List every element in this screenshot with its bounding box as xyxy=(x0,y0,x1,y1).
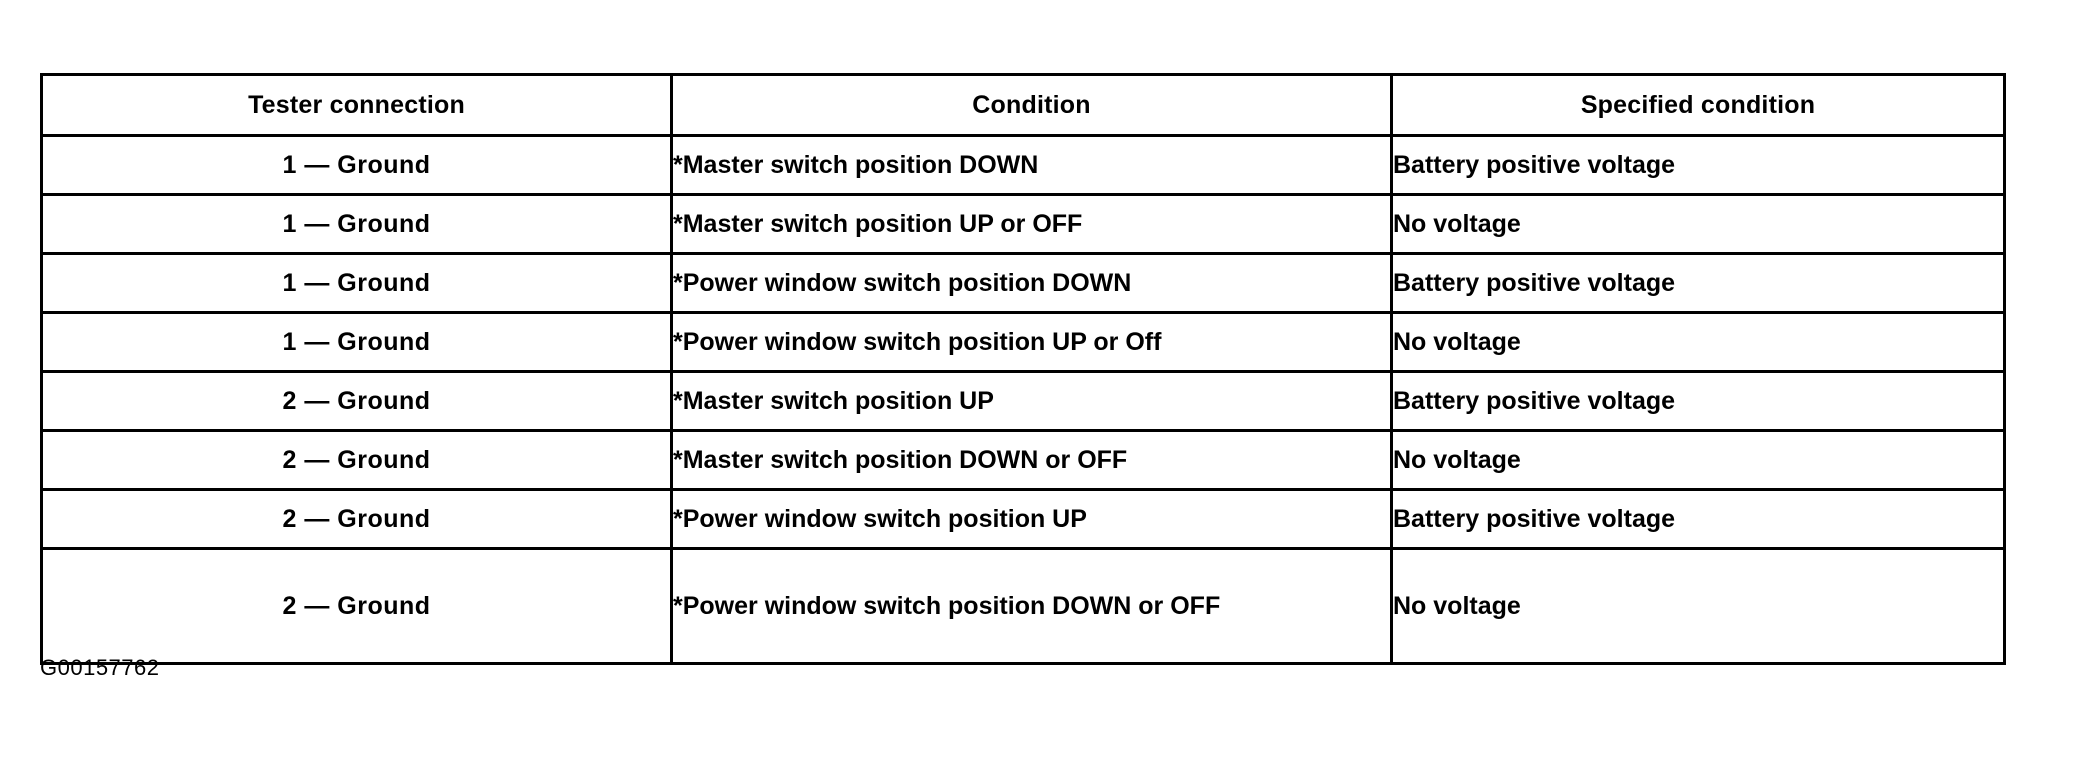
cell-specified-condition: Battery positive voltage xyxy=(1392,372,2005,431)
cell-condition: *Power window switch position DOWN xyxy=(672,254,1392,313)
cell-condition: *Power window switch position UP or Off xyxy=(672,313,1392,372)
table-row xyxy=(42,136,2005,195)
cell-specified-condition: No voltage xyxy=(1392,313,2005,372)
table-row xyxy=(42,313,2005,372)
cell-tester-connection: 2 — Ground xyxy=(42,490,672,549)
tester-connection-table xyxy=(40,73,2006,665)
cell-tester-connection: 2 — Ground xyxy=(42,372,672,431)
column-header-tester-connection: Tester connection xyxy=(42,75,672,136)
table-row xyxy=(42,490,2005,549)
table-row xyxy=(42,431,2005,490)
cell-condition: *Master switch position UP or OFF xyxy=(672,195,1392,254)
cell-condition: *Master switch position DOWN xyxy=(672,136,1392,195)
cell-specified-condition: Battery positive voltage xyxy=(1392,490,2005,549)
cell-condition: *Power window switch position UP xyxy=(672,490,1392,549)
cell-tester-connection: 1 — Ground xyxy=(42,136,672,195)
table-header xyxy=(42,75,2005,136)
table-row xyxy=(42,549,2005,664)
cell-specified-condition: Battery positive voltage xyxy=(1392,136,2005,195)
table-row xyxy=(42,254,2005,313)
cell-condition: *Master switch position UP xyxy=(672,372,1392,431)
cell-tester-connection: 2 — Ground xyxy=(42,549,672,664)
cell-condition: *Master switch position DOWN or OFF xyxy=(672,431,1392,490)
figure-id-label: G00157762 xyxy=(40,655,160,680)
cell-specified-condition: No voltage xyxy=(1392,549,2005,664)
table-header-row xyxy=(42,75,2005,136)
cell-tester-connection: 1 — Ground xyxy=(42,313,672,372)
cell-tester-connection: 1 — Ground xyxy=(42,195,672,254)
cell-condition: *Power window switch position DOWN or OFF xyxy=(672,549,1392,664)
column-header-specified-condition: Specified condition xyxy=(1392,75,2005,136)
table-body xyxy=(42,136,2005,664)
cell-specified-condition: Battery positive voltage xyxy=(1392,254,2005,313)
cell-tester-connection: 1 — Ground xyxy=(42,254,672,313)
cell-specified-condition: No voltage xyxy=(1392,195,2005,254)
table-row xyxy=(42,195,2005,254)
column-header-condition: Condition xyxy=(672,75,1392,136)
table-row xyxy=(42,372,2005,431)
cell-specified-condition: No voltage xyxy=(1392,431,2005,490)
spec-table-container xyxy=(40,73,2003,665)
cell-tester-connection: 2 — Ground xyxy=(42,431,672,490)
